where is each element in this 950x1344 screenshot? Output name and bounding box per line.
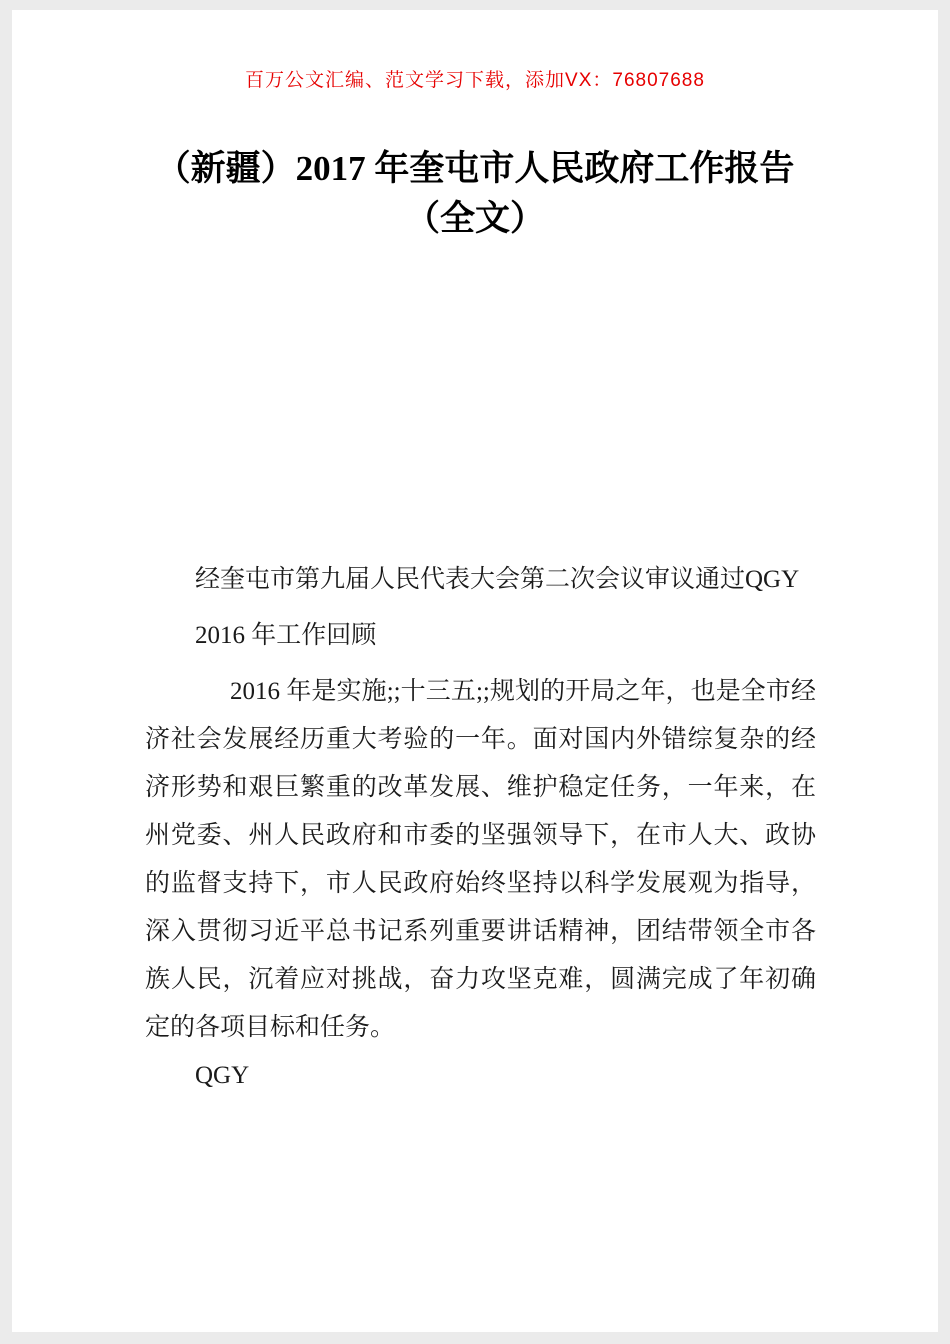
header-notice: 百万公文汇编、范文学习下载，添加VX：76807688 — [245, 70, 705, 91]
title-line-2: （全文） — [404, 199, 545, 238]
document-title — [72, 144, 878, 244]
paragraph-qgy: QGY — [195, 1062, 250, 1089]
paragraph-approval: 经奎屯市第九届人民代表大会第二次会议审议通过QGY — [195, 566, 800, 593]
title-line-1: （新疆）2017 年奎屯市人民政府工作报告 — [155, 149, 795, 188]
document-page — [12, 10, 938, 1332]
paragraph-section-heading: 2016 年工作回顾 — [195, 622, 377, 649]
document-body — [12, 556, 938, 1100]
paragraph-review-body: 2016 年是实施;;十三五;;规划的开局之年，也是全市经济社会发展经历重大考验的一年。面对国内外错综复杂的经济形势和艰巨繁重的改革发展、维护稳定任务，一年来，在州党委、州人民政府和市委的坚强领导下，在市人大、政协的监督支持下，市人民政府始终坚持以科学发展观为指导，深入贯彻习近平总书记系列重要讲话精神，团结带领全市各族人民，沉着应对挑战，奋力攻坚克难，圆满完成了年初确定的各项目标和任务。 — [145, 678, 816, 1041]
